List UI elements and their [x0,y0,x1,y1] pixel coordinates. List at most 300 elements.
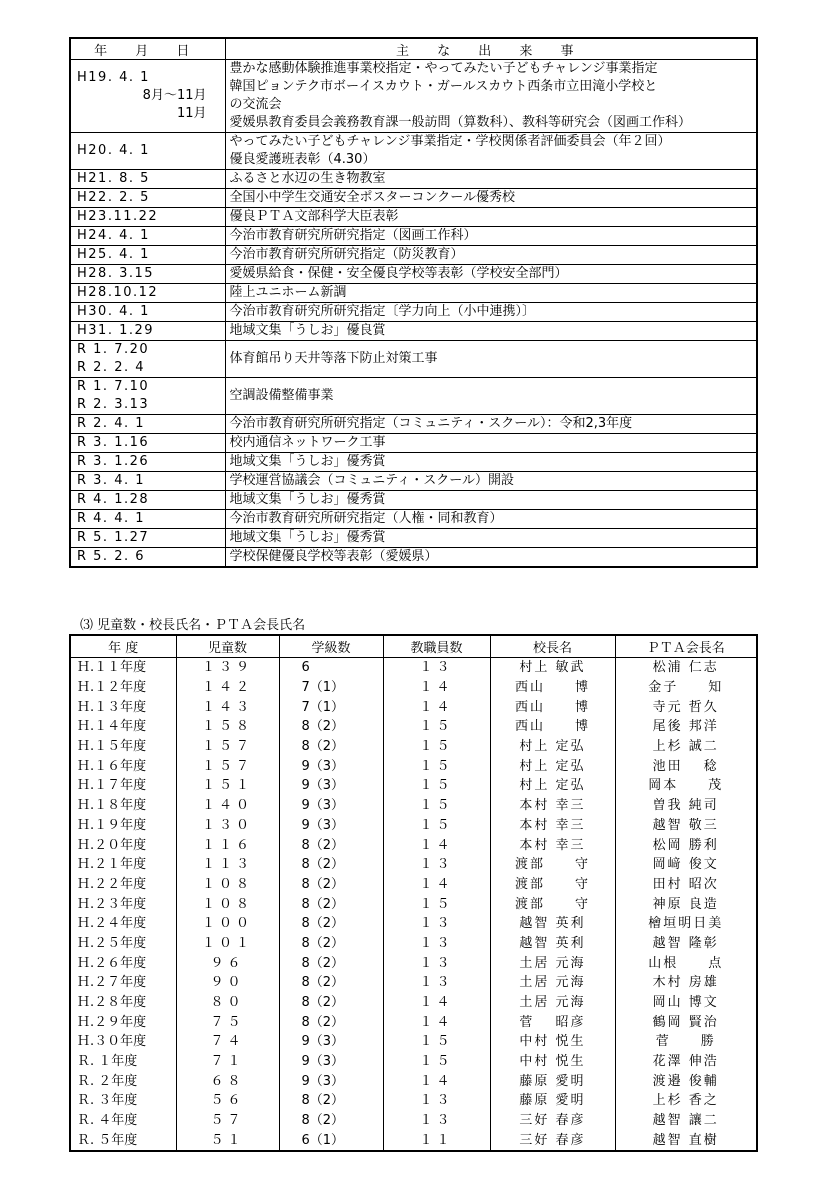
event-description-cell [225,303,757,322]
principal-cell: 中村 悦生 [490,1052,615,1072]
students-cell: ８０ [176,993,279,1013]
event-description: 陸上ユニホーム新調 [229,285,347,300]
staff-cell: １３ [383,658,490,678]
principal-cell: 渡部 守 [490,894,615,914]
staff-cell: １３ [383,914,490,934]
event-date-cell [70,510,225,529]
students-cell: ７５ [176,1012,279,1032]
classes-cell: 8（2） [279,717,383,737]
event-description: 体育館吊り天井等落下防止対策工事 [229,351,438,366]
event-date-cell [70,189,225,208]
stats-row [70,737,757,757]
event-date: H28.10.12 [77,285,159,300]
event-date-cell [70,529,225,548]
event-row [70,133,757,170]
year-cell: Ｈ.３０年度 [70,1032,176,1052]
stats-row [70,875,757,895]
stats-row [70,973,757,993]
event-row [70,322,757,341]
pta-president-cell: 松浦 仁志 [615,658,757,678]
staff-cell: １５ [383,737,490,757]
students-cell: １１３ [176,855,279,875]
stats-header-year: 年 度 [70,635,176,658]
pta-president-cell: 渡邉 俊輔 [615,1071,757,1091]
event-description: の交流会 [229,97,282,112]
classes-cell: 8（2） [279,934,383,954]
event-date-cell [70,415,225,434]
pta-president-cell: 越智 直樹 [615,1131,757,1152]
pta-president-cell: 曽我 純司 [615,796,757,816]
year-cell: Ｈ.１２年度 [70,678,176,698]
event-description: ふるさと水辺の生き物教室 [229,171,386,186]
event-row [70,434,757,453]
staff-cell: １５ [383,894,490,914]
stats-row [70,914,757,934]
event-row [70,510,757,529]
principal-cell: 菅 昭彦 [490,1012,615,1032]
stats-row [70,953,757,973]
staff-cell: １３ [383,973,490,993]
staff-cell: １５ [383,756,490,776]
event-description-cell [225,322,757,341]
event-date: H25. 4. 1 [77,247,150,262]
year-cell: Ｈ.１６年度 [70,756,176,776]
principal-cell: 本村 幸三 [490,835,615,855]
stats-row [70,1131,757,1152]
event-description-cell [225,284,757,303]
event-description-cell [225,208,757,227]
principal-cell: 三好 春彦 [490,1131,615,1152]
stats-row [70,717,757,737]
stats-header-principal: 校長名 [490,635,615,658]
event-date-cell [70,246,225,265]
events-header-row [70,38,757,60]
event-row [70,378,757,415]
year-cell: Ｈ.１４年度 [70,717,176,737]
staff-cell: １５ [383,717,490,737]
event-description: 優良ＰＴＡ文部科学大臣表彰 [229,209,399,224]
principal-cell: 越智 英利 [490,914,615,934]
events-table [69,37,758,568]
principal-cell: 村上 定弘 [490,737,615,757]
year-cell: Ｈ.２４年度 [70,914,176,934]
pta-president-cell: 岡本 茂 [615,776,757,796]
students-cell: １５８ [176,717,279,737]
year-cell: Ｈ.２６年度 [70,953,176,973]
event-description-cell [225,227,757,246]
year-cell: Ｈ.２３年度 [70,894,176,914]
stats-row [70,894,757,914]
stats-row [70,934,757,954]
events-body [70,60,757,568]
staff-cell: １５ [383,1052,490,1072]
stats-row [70,855,757,875]
pta-president-cell: 鶴岡 賢治 [615,1012,757,1032]
event-date: R 5. 2. 6 [77,549,146,564]
staff-cell: １３ [383,934,490,954]
stats-row [70,796,757,816]
classes-cell: 8（2） [279,1111,383,1131]
pta-president-cell: 尾後 邦洋 [615,717,757,737]
event-description-cell [225,246,757,265]
event-description-cell [225,378,757,415]
event-description: 今治市教育研究所研究指定〔学力向上（小中連携）〕 [229,304,536,319]
stats-header-row [70,635,757,658]
pta-president-cell: 越智 讓二 [615,1111,757,1131]
events-header-date: 年 月 日 [70,38,225,60]
year-cell: Ｈ.１３年度 [70,697,176,717]
pta-president-cell: 田村 昭次 [615,875,757,895]
students-cell: １１６ [176,835,279,855]
stats-header-classes: 学級数 [279,635,383,658]
staff-cell: １４ [383,1012,490,1032]
event-description-cell [225,415,757,434]
event-row [70,284,757,303]
event-description: 校内通信ネットワーク工事 [229,435,386,450]
event-date: R 4. 4. 1 [77,511,146,526]
event-date: R 3. 1.16 [77,435,150,450]
stats-row [70,697,757,717]
event-date-cell [70,227,225,246]
stats-row [70,756,757,776]
event-row [70,246,757,265]
pta-president-cell: 檜垣明日美 [615,914,757,934]
year-cell: Ｒ. ２年度 [70,1071,176,1091]
event-description: 豊かな感動体験推進事業校指定・やってみたい子どもチャレンジ事業指定 [229,61,658,76]
stats-row [70,1012,757,1032]
classes-cell: 8（2） [279,1091,383,1111]
event-row [70,548,757,568]
event-description-cell [225,529,757,548]
event-date: R 1. 7.10 [77,379,150,394]
event-description-cell [225,491,757,510]
students-cell: １５１ [176,776,279,796]
pta-president-cell: 神原 良造 [615,894,757,914]
event-date-cell [70,303,225,322]
pta-president-cell: 上杉 香之 [615,1091,757,1111]
pta-president-cell: 花澤 伸浩 [615,1052,757,1072]
event-date-cell [70,208,225,227]
classes-cell: 8（2） [279,894,383,914]
event-date: H21. 8. 5 [77,171,150,186]
event-description: 優良愛護班表彰（4.30） [229,152,376,167]
students-cell: １００ [176,914,279,934]
classes-cell: 8（2） [279,973,383,993]
classes-cell: 7（1） [279,697,383,717]
year-cell: Ｒ. ４年度 [70,1111,176,1131]
event-description-cell [225,265,757,284]
event-description: 空調設備整備事業 [229,388,334,403]
year-cell: Ｈ.１５年度 [70,737,176,757]
event-row [70,491,757,510]
classes-cell: 8（2） [279,1012,383,1032]
staff-cell: １３ [383,953,490,973]
event-date: H19. 4. 1 [77,70,150,85]
event-description: 今治市教育研究所研究指定（防災教育） [229,247,464,262]
event-row [70,415,757,434]
students-cell: ６８ [176,1071,279,1091]
year-cell: Ｒ. ３年度 [70,1091,176,1111]
classes-cell: 8（2） [279,835,383,855]
event-row [70,341,757,378]
staff-cell: １４ [383,697,490,717]
principal-cell: 西山 博 [490,697,615,717]
stats-row [70,1091,757,1111]
stats-header-students: 児童数 [176,635,279,658]
event-description: 地域文集「うしお」優秀賞 [229,492,386,507]
event-date-cell [70,453,225,472]
event-description: 今治市教育研究所研究指定（コミュニティ・スクール）：令和2,3年度 [229,416,633,431]
event-date-cell [70,265,225,284]
principal-cell: 三好 春彦 [490,1111,615,1131]
stats-body [70,658,757,1152]
pta-president-cell: 岡山 博文 [615,993,757,1013]
event-date: R 3. 1.26 [77,454,150,469]
event-date-cell [70,133,225,170]
staff-cell: １４ [383,678,490,698]
event-description-cell [225,548,757,568]
principal-cell: 渡部 守 [490,875,615,895]
event-description: 地域文集「うしお」優秀賞 [229,454,386,469]
event-description-cell [225,453,757,472]
event-description-cell [225,60,757,133]
event-description-cell [225,189,757,208]
classes-cell: 6 [279,658,383,678]
stats-row [70,658,757,678]
year-cell: Ｈ.２０年度 [70,835,176,855]
classes-cell: 8（2） [279,914,383,934]
year-cell: Ｈ.１１年度 [70,658,176,678]
event-date-cell [70,170,225,189]
event-date: 8月～11月 [142,88,207,103]
year-cell: Ｈ.１７年度 [70,776,176,796]
event-date: H23.11.22 [77,209,159,224]
event-row [70,453,757,472]
event-description-cell [225,510,757,529]
principal-cell: 西山 博 [490,717,615,737]
classes-cell: 9（3） [279,1032,383,1052]
event-date-cell [70,472,225,491]
staff-cell: １３ [383,1091,490,1111]
event-row [70,189,757,208]
staff-cell: １５ [383,816,490,836]
students-cell: ７１ [176,1052,279,1072]
event-description: 全国小中学生交通安全ポスターコンクール優秀校 [229,190,515,205]
classes-cell: 6（1） [279,1131,383,1152]
event-description: 学校保健優良学校等表彰（愛媛県） [229,549,438,564]
year-cell: Ｈ.２５年度 [70,934,176,954]
principal-cell: 土居 元海 [490,993,615,1013]
event-row [70,170,757,189]
stats-header-pta-president: ＰＴＡ会長名 [615,635,757,658]
year-cell: Ｈ.２１年度 [70,855,176,875]
classes-cell: 8（2） [279,855,383,875]
event-date: R 3. 4. 1 [77,473,146,488]
pta-president-cell: 寺元 哲久 [615,697,757,717]
students-cell: １４０ [176,796,279,816]
staff-cell: １３ [383,1111,490,1131]
principal-cell: 中村 悦生 [490,1032,615,1052]
event-date: H22. 2. 5 [77,190,150,205]
principal-cell: 越智 英利 [490,934,615,954]
event-description: 今治市教育研究所研究指定（図画工作科） [229,228,477,243]
event-description: 学校運営協議会（コミュニティ・スクール）開設 [229,473,514,488]
principal-cell: 本村 幸三 [490,816,615,836]
year-cell: Ｒ. ５年度 [70,1131,176,1152]
principal-cell: 藤原 愛明 [490,1071,615,1091]
classes-cell: 9（3） [279,1071,383,1091]
classes-cell: 8（2） [279,875,383,895]
pta-president-cell: 越智 隆彰 [615,934,757,954]
event-description: 地域文集「うしお」優良賞 [229,323,386,338]
students-cell: １０１ [176,934,279,954]
event-description-cell [225,472,757,491]
event-date-cell [70,491,225,510]
students-cell: ９０ [176,973,279,993]
stats-row [70,776,757,796]
pta-president-cell: 菅 勝 [615,1032,757,1052]
year-cell: Ｈ.１９年度 [70,816,176,836]
event-description-cell [225,341,757,378]
pta-president-cell: 松岡 勝利 [615,835,757,855]
event-description-cell [225,133,757,170]
staff-cell: １４ [383,1071,490,1091]
event-description: 愛媛県教育委員会義務教育課一般訪問（算数科）、教科等研究会（図画工作科） [229,115,692,130]
principal-cell: 藤原 愛明 [490,1091,615,1111]
year-cell: Ｈ.２２年度 [70,875,176,895]
principal-cell: 村上 敏武 [490,658,615,678]
event-date: R 2. 3.13 [77,397,150,412]
stats-row [70,993,757,1013]
staff-cell: １３ [383,855,490,875]
principal-cell: 渡部 守 [490,855,615,875]
event-row [70,529,757,548]
year-cell: Ｈ.２９年度 [70,1012,176,1032]
classes-cell: 8（2） [279,953,383,973]
principal-cell: 土居 元海 [490,953,615,973]
stats-row [70,1052,757,1072]
principal-cell: 西山 博 [490,678,615,698]
event-row [70,472,757,491]
stats-row [70,1032,757,1052]
event-date: 11月 [176,106,207,121]
students-cell: １０８ [176,875,279,895]
year-cell: Ｈ.２８年度 [70,993,176,1013]
event-date-cell [70,284,225,303]
pta-president-cell: 木村 房雄 [615,973,757,993]
event-date: R 1. 7.20 [77,342,150,357]
stats-row [70,678,757,698]
classes-cell: 8（2） [279,993,383,1013]
stats-header-staff: 教職員数 [383,635,490,658]
staff-cell: １５ [383,796,490,816]
pta-president-cell: 池田 稔 [615,756,757,776]
staff-cell: １５ [383,776,490,796]
staff-cell: １５ [383,1032,490,1052]
event-row [70,303,757,322]
staff-cell: １４ [383,993,490,1013]
principal-cell: 本村 幸三 [490,796,615,816]
year-cell: Ｈ.１８年度 [70,796,176,816]
classes-cell: 9（3） [279,756,383,776]
event-date: H31. 1.29 [77,323,155,338]
classes-cell: 9（3） [279,816,383,836]
principal-cell: 土居 元海 [490,973,615,993]
students-cell: １４２ [176,678,279,698]
classes-cell: 9（3） [279,1052,383,1072]
event-date: H28. 3.15 [77,266,155,281]
pta-president-cell: 上杉 誠二 [615,737,757,757]
event-date-cell [70,434,225,453]
event-date-cell [70,60,225,133]
students-cell: ５６ [176,1091,279,1111]
event-description: 韓国ピョンテク市ボーイスカウト・ガールスカウト西条市立田滝小学校と [229,79,658,94]
students-cell: １３０ [176,816,279,836]
event-description: 今治市教育研究所研究指定（人権・同和教育） [229,511,503,526]
event-description: やってみたい子どもチャレンジ事業指定・学校関係者評価委員会（年２回） [229,134,671,149]
classes-cell: 8（2） [279,737,383,757]
principal-cell: 村上 定弘 [490,756,615,776]
classes-cell: 7（1） [279,678,383,698]
event-row [70,265,757,284]
staff-cell: １４ [383,835,490,855]
students-cell: １３９ [176,658,279,678]
pta-president-cell: 越智 敬三 [615,816,757,836]
event-date: R 2. 4. 1 [77,416,146,431]
year-cell: Ｒ. １年度 [70,1052,176,1072]
staff-cell: １１ [383,1131,490,1152]
stats-row [70,1071,757,1091]
stats-row [70,835,757,855]
section-title: ⑶ 児童数・校長氏名・ＰＴＡ会長氏名 [80,618,306,633]
students-cell: １０８ [176,894,279,914]
staff-cell: １４ [383,875,490,895]
event-description-cell [225,170,757,189]
event-date: H24. 4. 1 [77,228,150,243]
stats-table [69,634,758,1152]
stats-row [70,816,757,836]
principal-cell: 村上 定弘 [490,776,615,796]
event-row [70,60,757,133]
event-date-cell [70,341,225,378]
event-date: H30. 4. 1 [77,304,150,319]
students-cell: ５１ [176,1131,279,1152]
event-date: R 2. 2. 4 [77,360,146,375]
students-cell: ９６ [176,953,279,973]
event-date-cell [70,548,225,568]
event-date-cell [70,322,225,341]
event-description: 愛媛県給食・保健・安全優良学校等表彰（学校安全部門） [229,266,568,281]
pta-president-cell: 山根 点 [615,953,757,973]
students-cell: ７４ [176,1032,279,1052]
event-row [70,208,757,227]
pta-president-cell: 金子 知 [615,678,757,698]
event-row [70,227,757,246]
stats-row [70,1111,757,1131]
event-date: H20. 4. 1 [77,143,150,158]
students-cell: １５７ [176,756,279,776]
classes-cell: 9（3） [279,776,383,796]
event-date: R 5. 1.27 [77,530,150,545]
students-cell: ５７ [176,1111,279,1131]
event-description: 地域文集「うしお」優秀賞 [229,530,386,545]
year-cell: Ｈ.２７年度 [70,973,176,993]
classes-cell: 9（3） [279,796,383,816]
students-cell: １４３ [176,697,279,717]
events-header-event: 主 な 出 来 事 [225,38,757,60]
event-description-cell [225,434,757,453]
pta-president-cell: 岡﨑 俊文 [615,855,757,875]
